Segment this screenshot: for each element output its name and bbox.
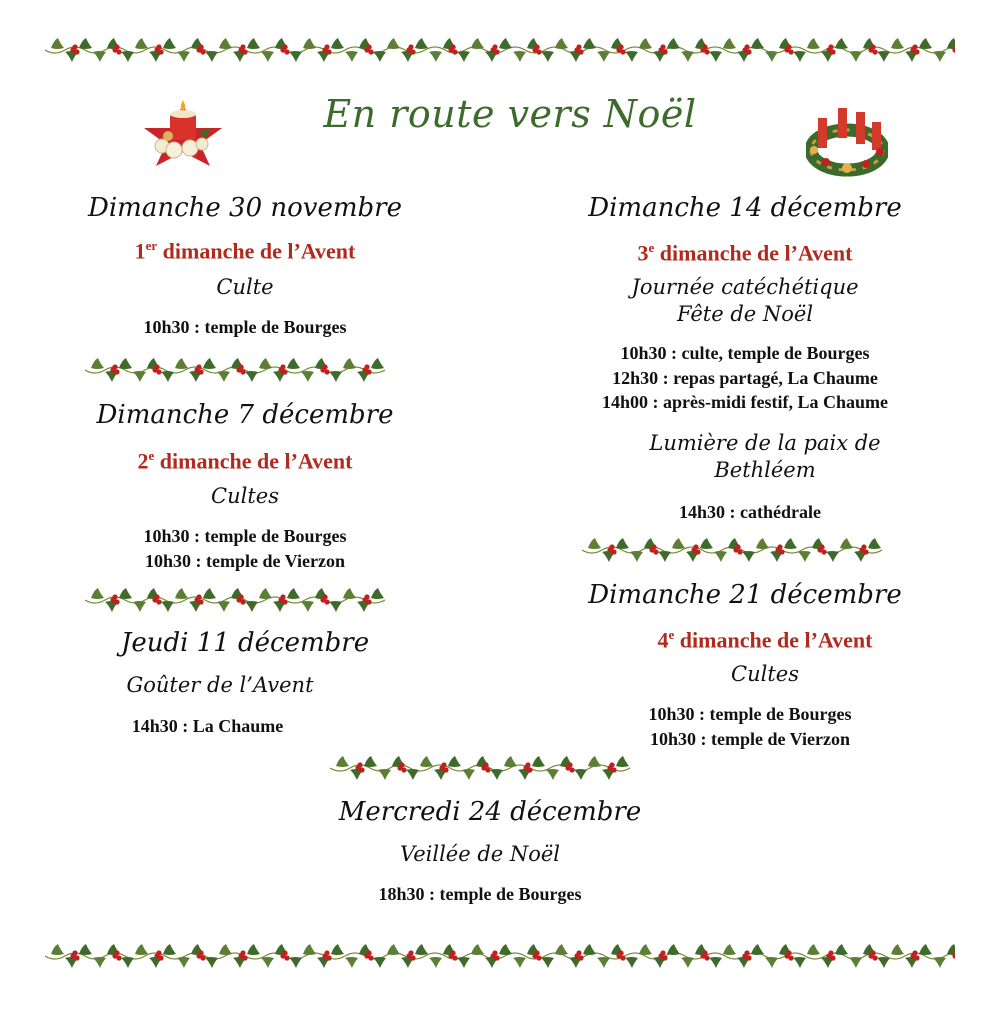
advent-wreath-icon <box>806 100 888 178</box>
day-heading: Jeudi 11 décembre <box>120 628 370 658</box>
time-entry: 14h00 : après-midi festif, La Chaume <box>602 392 888 412</box>
day-heading: Dimanche 30 novembre <box>88 193 402 223</box>
advent-sunday-label: 2e dimanche de l’Avent <box>137 448 353 474</box>
event-name <box>550 430 980 484</box>
time-entry: 14h30 : La Chaume <box>131 716 284 736</box>
day-heading: Dimanche 21 décembre <box>588 580 902 610</box>
advent-sunday-label: 3e dimanche de l’Avent <box>637 240 853 266</box>
time-list <box>535 500 965 525</box>
event-line: Journée catéchétique <box>631 275 859 299</box>
time-entry: 10h30 : temple de Bourges <box>143 317 347 337</box>
time-entry: 12h30 : repas partagé, La Chaume <box>612 367 878 388</box>
event-line: Lumière de la paix de <box>649 431 881 455</box>
time-list <box>40 315 450 340</box>
time-list <box>535 702 965 751</box>
day-heading: Mercredi 24 décembre <box>338 797 642 827</box>
advent-candle-icon <box>140 98 226 168</box>
time-entry: 14h30 : cathédrale <box>679 502 821 522</box>
event-line: Fête de Noël <box>676 302 814 326</box>
event-name: Cultes <box>211 484 279 508</box>
time-list <box>40 524 450 573</box>
holly-garland-icon <box>85 586 385 614</box>
page-title: En route vers Noël <box>323 92 697 136</box>
event-name: Veillée de Noël <box>399 842 561 866</box>
time-entry: 18h30 : temple de Bourges <box>378 884 582 904</box>
event-name <box>530 274 960 328</box>
event-name: Cultes <box>731 662 799 686</box>
time-entry: 10h30 : temple de Bourges <box>143 526 347 546</box>
time-list <box>95 714 320 739</box>
time-entry: 10h30 : culte, temple de Bourges <box>620 343 870 363</box>
time-entry: 10h30 : temple de Vierzon <box>145 550 345 571</box>
advent-sunday-label: 1er dimanche de l’Avent <box>134 238 356 264</box>
time-list <box>530 341 960 415</box>
holly-garland-icon <box>330 754 630 782</box>
event-name: Goûter de l’Avent <box>126 673 314 697</box>
time-entry: 10h30 : temple de Vierzon <box>650 728 850 749</box>
advent-sunday-label: 4e dimanche de l’Avent <box>657 627 873 653</box>
time-entry: 10h30 : temple de Bourges <box>648 704 852 724</box>
day-heading: Dimanche 14 décembre <box>588 193 902 223</box>
holly-garland-icon <box>582 536 882 564</box>
holly-garland-icon <box>45 942 955 970</box>
event-line: Bethléem <box>714 458 816 482</box>
holly-garland-icon <box>45 36 955 64</box>
event-name: Culte <box>216 275 274 299</box>
holly-garland-icon <box>85 356 385 384</box>
time-list <box>330 882 630 907</box>
day-heading: Dimanche 7 décembre <box>96 400 394 430</box>
